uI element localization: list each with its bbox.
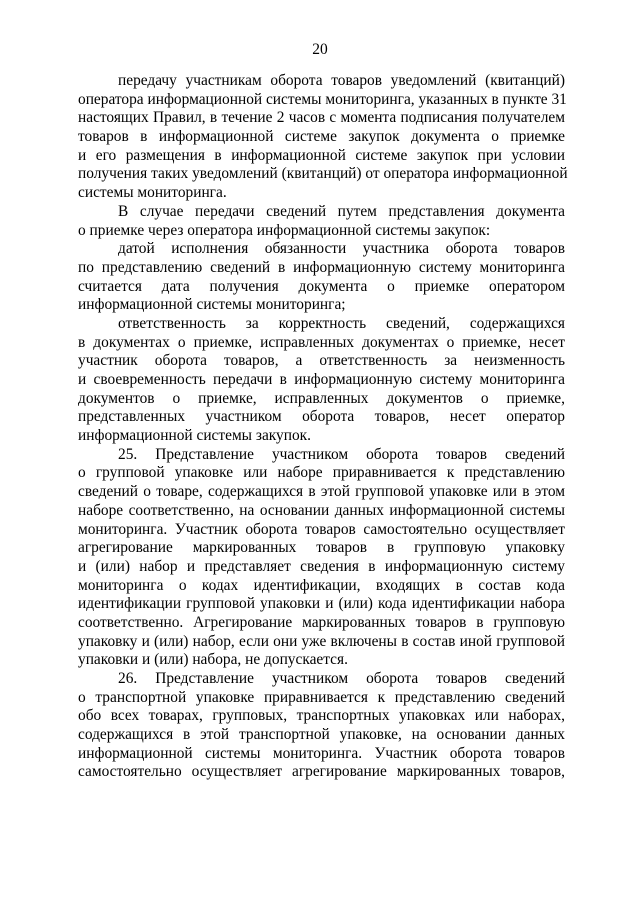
text-line: агрегирование маркированных товаров в групповую упаковку (78, 539, 565, 557)
text-line: мониторинга о кодах идентификации, входящих в состав кода (78, 576, 565, 594)
text-line: идентификации групповой упаковки и (или) кода идентификации набора (78, 595, 565, 613)
text-line: самостоятельно осуществляет агрегирование маркированных товаров, (78, 763, 565, 781)
text-line: о групповой упаковке или наборе приравнивается к представлению (78, 464, 565, 482)
text-line: и (или) набор и представляет сведения в информационную систему (78, 557, 565, 575)
body-text (78, 72, 568, 782)
text-line: системы мониторинга. (78, 184, 227, 202)
text-line: сведений о товаре, содержащихся в этой групповой упаковке или в этом (78, 483, 565, 501)
text-line: В случае передачи сведений путем представления документа (118, 202, 565, 220)
text-line: считается дата получения документа о приемке оператором (78, 277, 565, 295)
text-line: и его размещения в информационной системе закупок при условии (78, 146, 565, 164)
text-line: информационной системы мониторинга. Участник оборота товаров (78, 744, 565, 762)
text-line: участник оборота товаров, а ответственность за неизменность (78, 352, 565, 370)
text-line: передачу участникам оборота товаров уведомлений (квитанций) (118, 72, 565, 89)
text-line: ответственность за корректность сведений, содержащихся (118, 314, 565, 332)
text-line: в документах о приемке, исправленных документах о приемке, несет (78, 333, 565, 351)
text-line: информационной системы закупок. (78, 427, 311, 445)
text-line: упаковку и (или) набор, если они уже включены в состав иной групповой (78, 632, 565, 650)
text-line: 26. Представление участником оборота товаров сведений (118, 670, 565, 687)
text-line: упаковки и (или) набора, не допускается. (78, 651, 348, 669)
text-line: по представлению сведений в информационную систему мониторинга (78, 258, 565, 276)
text-line: настоящих Правил, в течение 2 часов с момента подписания получателем (78, 109, 565, 127)
text-line: о приемке через оператора информационной системы закупок: (78, 221, 491, 239)
text-line: оператора информационной системы мониторинга, указанных в пункте 31 (78, 90, 567, 108)
text-line: 25. Представление участником оборота товаров сведений (118, 445, 565, 463)
text-line: о транспортной упаковке приравнивается к представлению сведений (78, 688, 565, 706)
text-line: наборе соответственно, на основании данных информационной системы (78, 501, 565, 519)
text-line: мониторинга. Участник оборота товаров самостоятельно осуществляет (78, 520, 565, 538)
text-line: датой исполнения обязанности участника оборота товаров (118, 240, 565, 258)
text-line: соответственно. Агрегирование маркированных товаров в групповую (78, 613, 565, 631)
text-line: товаров в информационной системе закупок документа о приемке (78, 128, 565, 146)
text-line: содержащихся в этой транспортной упаковке, на основании данных (78, 726, 565, 744)
text-line: и своевременность передачи в информационную систему мониторинга (78, 371, 565, 388)
text-line: представленных участником оборота товаров, несет оператор (78, 408, 565, 426)
text-line: обо всех товарах, групповых, транспортных упаковках или наборах, (78, 707, 565, 725)
text-line: информационной системы мониторинга; (78, 296, 346, 314)
page-number: 20 (312, 41, 328, 58)
text-line: документов о приемке, исправленных документов о приемке, (78, 389, 565, 407)
text-line: получения таких уведомлений (квитанций) от оператора информационной (78, 165, 568, 183)
